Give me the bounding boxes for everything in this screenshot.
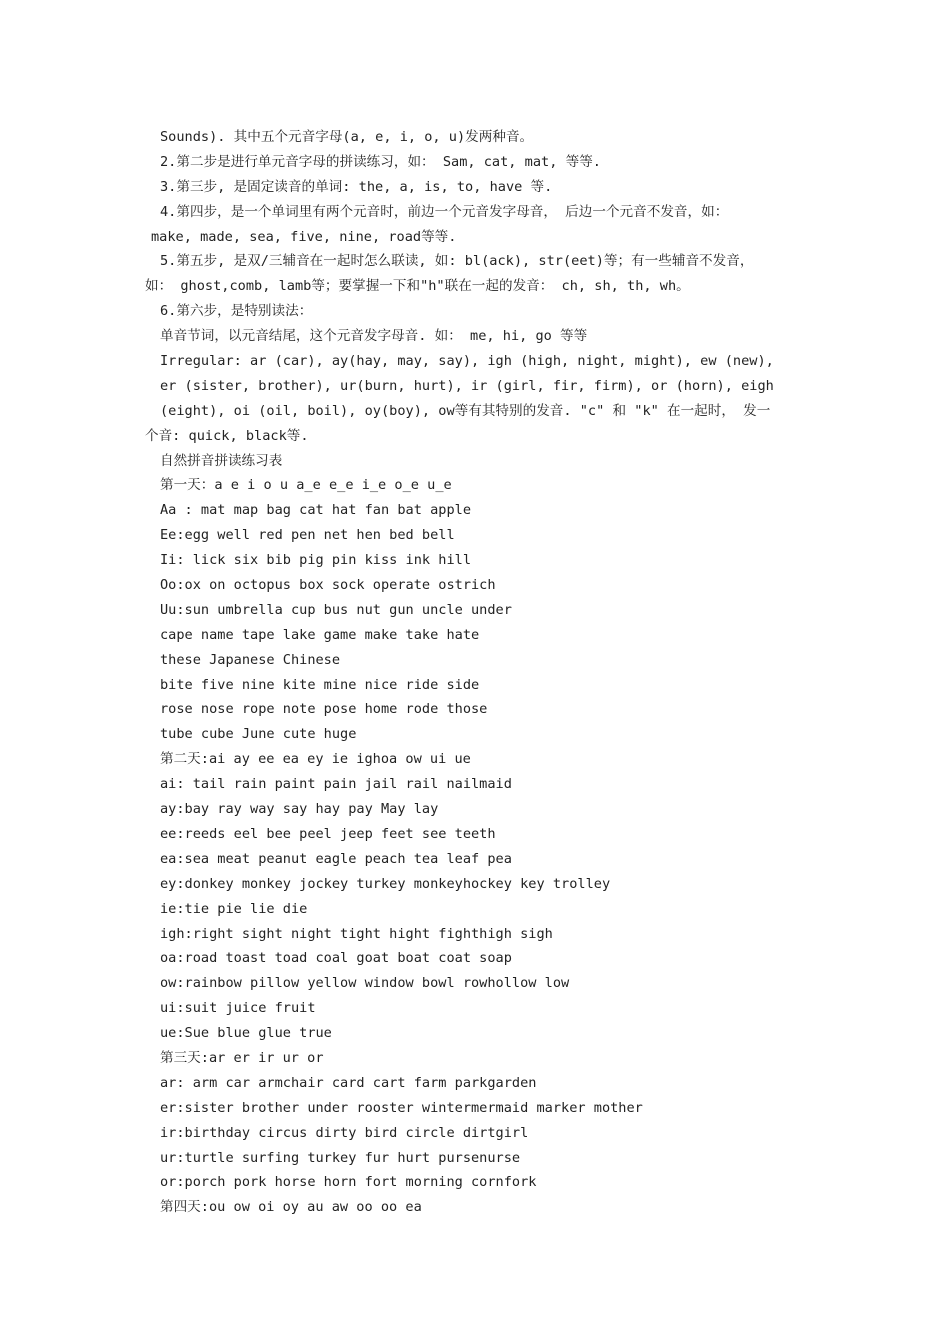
text-line: 5.第五步, 是双/三辅音在一起时怎么联读, 如: bl(ack), str(eet)等；有一些辅音不发音，	[160, 253, 754, 270]
text-line: Ee:egg well red pen net hen bed bell	[160, 527, 455, 544]
text-line: rose nose rope note pose home rode those	[160, 701, 488, 718]
section-heading: 自然拼音拼读练习表	[160, 452, 283, 469]
text-line: tube cube June cute huge	[160, 726, 357, 743]
text-line: ai: tail rain paint pain jail rail nailmaid	[160, 776, 512, 793]
text-line: (eight), oi (oil, boil), oy(boy), ow等有其特别的发音. "c" 和 "k" 在一起时， 发一	[160, 402, 771, 419]
text-line: make, made, sea, five, nine, road等等.	[151, 228, 457, 245]
text-line: bite five nine kite mine nice ride side	[160, 676, 480, 693]
text-line: or:porch pork horse horn fort morning cornfork	[160, 1174, 537, 1191]
text-line: Sounds). 其中五个元音字母(a, e, i, o, u)发两种音。	[160, 129, 534, 145]
day-heading: 第四天:ou ow oi oy au aw oo oo ea	[160, 1199, 422, 1216]
text-line: Aa : mat map bag cat hat fan bat apple	[160, 502, 471, 519]
text-line: Oo:ox on octopus box sock operate ostrich	[160, 577, 496, 594]
day-heading: 第三天:ar er ir ur or	[160, 1049, 324, 1066]
text-line: ow:rainbow pillow yellow window bowl rowhollow low	[160, 975, 570, 992]
text-line: ea:sea meat peanut eagle peach tea leaf pea	[160, 850, 512, 867]
text-line: 单音节词，以元音结尾，这个元音发字母音. 如： me, hi, go 等等	[160, 328, 588, 345]
text-line: ue:Sue blue glue true	[160, 1025, 332, 1042]
text-line: ee:reeds eel bee peel jeep feet see teeth	[160, 825, 496, 842]
text-line: oa:road toast toad coal goat boat coat soap	[160, 950, 512, 967]
text-line: ui:suit juice fruit	[160, 1000, 316, 1017]
text-line: ir:birthday circus dirty bird circle dirtgirl	[160, 1124, 529, 1141]
text-line: ar: arm car armchair card cart farm parkgarden	[160, 1074, 537, 1091]
text-line: er:sister brother under rooster wintermermaid marker mother	[160, 1099, 643, 1116]
text-line: 3.第三步, 是固定读音的单词: the, a, is, to, have 等.	[160, 178, 553, 195]
text-line: igh:right sight night tight hight fighthigh sigh	[160, 925, 553, 942]
text-line: 如： ghost,comb, lamb等；要掌握一下和"h"联在一起的发音： ch, sh, th, wh。	[145, 278, 690, 295]
text-line: Uu:sun umbrella cup bus nut gun uncle under	[160, 601, 512, 618]
day-heading: 第二天:ai ay ee ea ey ie ighoa ow ui ue	[160, 751, 471, 768]
text-line: Ii: lick six bib pig pin kiss ink hill	[160, 552, 471, 569]
text-line: 2.第二步是进行单元音字母的拼读练习，如： Sam, cat, mat, 等等.	[160, 153, 601, 170]
text-line: Irregular: ar (car), ay(hay, may, say), igh (high, night, might), ew (new),	[160, 353, 774, 370]
text-line: 4.第四步，是一个单词里有两个元音时，前边一个元音发字母音， 后边一个元音不发音，如：	[160, 203, 729, 220]
text-line: ie:tie pie lie die	[160, 900, 308, 917]
text-line: 6.第六步，是特别读法：	[160, 303, 313, 320]
day-heading: 第一天：a e i o u a_e e_e i_e o_e u_e	[160, 477, 452, 494]
text-line: 个音: quick, black等.	[145, 427, 309, 444]
text-line: cape name tape lake game make take hate	[160, 626, 480, 643]
text-line: these Japanese Chinese	[160, 651, 341, 668]
text-line: ey:donkey monkey jockey turkey monkeyhockey key trolley	[160, 875, 611, 892]
text-line: ay:bay ray way say hay pay May lay	[160, 801, 439, 818]
text-line: er (sister, brother), ur(burn, hurt), ir (girl, fir, firm), or (horn), eigh	[160, 377, 774, 394]
document-body	[0, 125, 950, 1220]
text-line: ur:turtle surfing turkey fur hurt pursenurse	[160, 1149, 521, 1166]
